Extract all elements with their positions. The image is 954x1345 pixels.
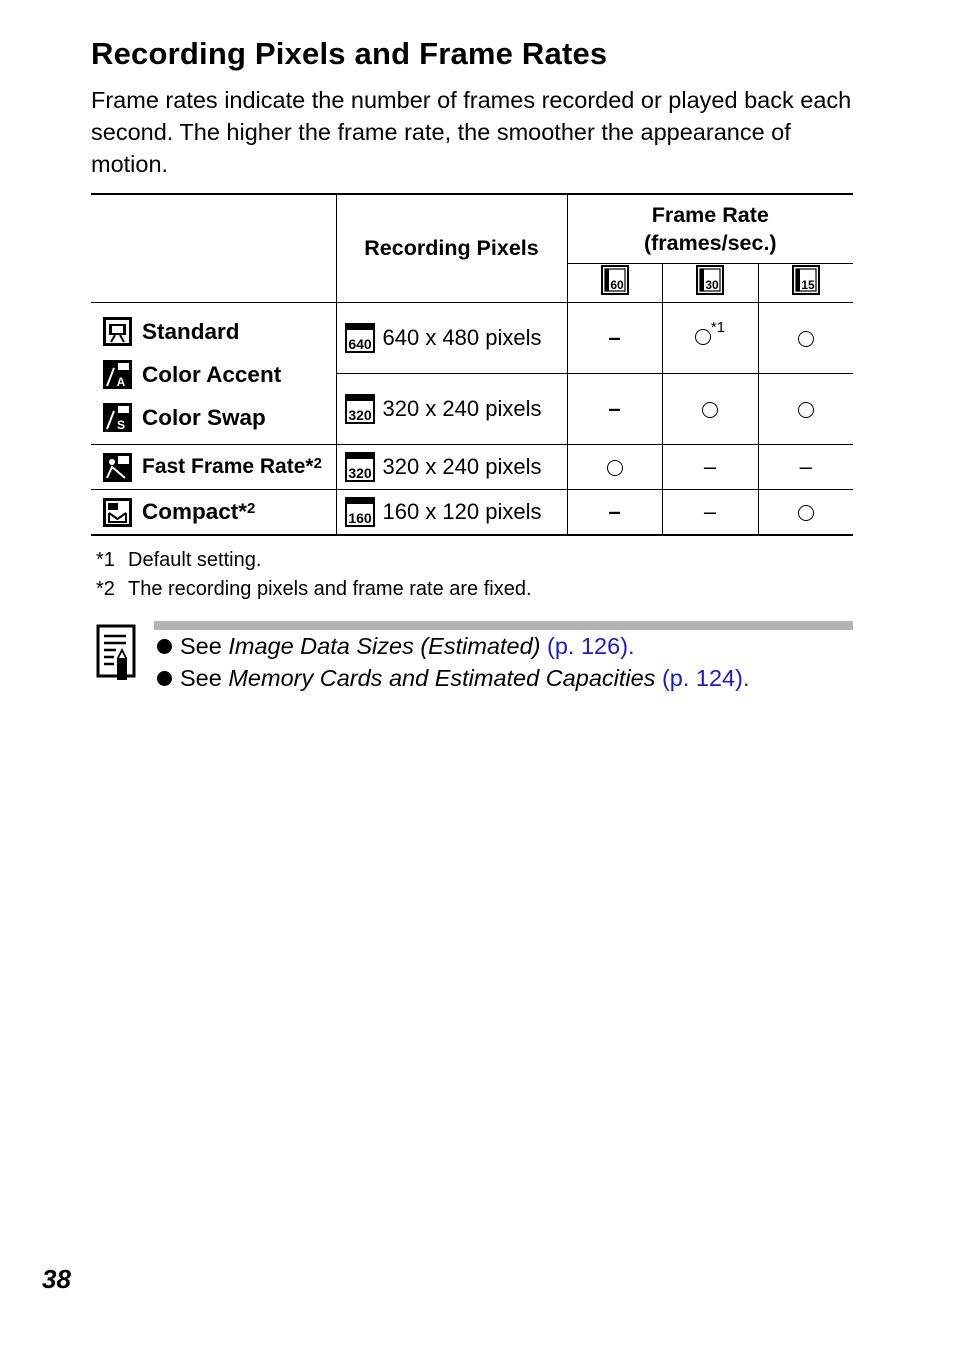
table-row: [91, 445, 853, 490]
footnote: [96, 546, 532, 575]
header-recording-pixels: Recording Pixels: [336, 194, 567, 303]
mode-group-cell: [91, 303, 336, 445]
movie-standard-icon: [103, 317, 132, 346]
page-link-126[interactable]: (p. 126): [547, 633, 629, 659]
footnote-text: The recording pixels and frame rate are fixed.: [128, 578, 532, 600]
mark-cell: [567, 445, 662, 490]
note-item: [154, 630, 750, 662]
mode-color-accent: [91, 353, 336, 396]
pixels-label: 640 x 480 pixels: [382, 325, 542, 350]
page-number: 38: [42, 1264, 71, 1294]
compact-icon: [103, 498, 132, 527]
color-accent-icon-letter: A: [116, 375, 126, 389]
pixels-label: 320 x 240 pixels: [382, 454, 542, 479]
mark-cell: [662, 490, 758, 536]
size-320-icon: [345, 452, 375, 482]
mark-cell: [758, 445, 853, 490]
note-divider-bar: [154, 621, 853, 630]
mode-compact-cell: [91, 490, 336, 536]
frame-rate-15-icon: [792, 265, 820, 295]
mode-standard-label: Standard: [142, 318, 240, 344]
pixels-cell-640: [336, 303, 567, 374]
pixels-cell-320: [336, 374, 567, 445]
circle-mark: [798, 331, 814, 347]
default-setting-note: *1: [710, 319, 726, 336]
circle-mark: [798, 505, 814, 521]
frame-rate-60-head: [567, 264, 662, 303]
footnote: [96, 575, 532, 604]
fast-frame-rate-note: 2: [313, 454, 322, 472]
mark-cell: [567, 374, 662, 445]
intro-paragraph: Frame rates indicate the number of frames recorded or played back each second. The higher the frame rate, the smoother the appearance of motion.: [91, 87, 852, 177]
footnote-key: *1: [96, 549, 115, 571]
size-640-label: 640: [347, 336, 372, 352]
memo-pencil-icon: [96, 624, 138, 682]
frame-rate-30-label: 30: [705, 278, 719, 292]
note-prefix: See: [180, 665, 229, 691]
mode-color-swap: [91, 396, 336, 439]
mark-cell: [758, 490, 853, 536]
note-suffix: .: [628, 633, 635, 659]
circle-mark: [695, 329, 711, 345]
dash-mark: –: [703, 454, 717, 479]
mode-fast-frame-rate-label: Fast Frame Rate*: [142, 455, 314, 478]
size-320-icon: [345, 394, 375, 424]
compact-note: 2: [247, 499, 256, 517]
pixels-cell-160: [336, 490, 567, 536]
color-accent-icon: [103, 360, 132, 389]
size-640-icon: [345, 323, 375, 353]
mode-color-swap-label: Color Swap: [142, 404, 266, 430]
page-title: Recording Pixels and Frame Rates: [91, 36, 608, 71]
size-160-label: 160: [347, 510, 372, 526]
mode-fast-frame-rate-cell: [91, 445, 336, 490]
header-frame-rate: [567, 194, 853, 264]
mode-fast-frame-rate: [91, 445, 336, 489]
mode-compact: [91, 490, 336, 534]
mark-cell: [662, 374, 758, 445]
footnote-key: *2: [96, 578, 115, 600]
page-link-124[interactable]: (p. 124): [661, 665, 743, 691]
note-title: Memory Cards and Estimated Capacities: [228, 665, 656, 691]
circle-mark: [798, 402, 814, 418]
mark-cell: [662, 303, 758, 374]
frame-rate-60-label: 60: [609, 278, 624, 292]
see-also-notes: [154, 630, 750, 694]
dash-mark: –: [608, 499, 621, 524]
bullet-icon: [157, 671, 172, 686]
frame-rate-30-head: [662, 264, 758, 303]
mode-compact-label: Compact*: [142, 499, 248, 524]
mark-cell: [567, 303, 662, 374]
bullet-icon: [157, 639, 172, 654]
mark-cell: [758, 303, 853, 374]
size-160-icon: [345, 497, 375, 527]
table-row: [91, 303, 853, 374]
size-320-label: 320: [347, 465, 372, 481]
circle-mark: [702, 402, 718, 418]
recording-pixels-table: [91, 193, 853, 536]
dash-mark: –: [799, 454, 812, 479]
mark-cell: [662, 445, 758, 490]
fast-frame-rate-icon: [103, 453, 132, 482]
frame-rate-60-icon: [601, 265, 629, 295]
pixels-cell-320: [336, 445, 567, 490]
table-corner-cell: [91, 194, 336, 303]
size-320-label: 320: [347, 407, 372, 423]
header-frame-rate-line1: Frame Rate: [651, 203, 769, 227]
mark-cell: [758, 374, 853, 445]
color-swap-icon-letter: S: [116, 418, 126, 432]
note-item: [154, 662, 750, 694]
note-prefix: See: [180, 633, 229, 659]
dash-mark: –: [608, 396, 621, 421]
mode-standard: [91, 310, 336, 353]
color-swap-icon: [103, 403, 132, 432]
frame-rate-30-icon: [696, 265, 724, 295]
frame-rate-15-label: 15: [801, 278, 815, 292]
footnote-text: Default setting.: [128, 549, 262, 571]
note-title: Image Data Sizes (Estimated): [228, 633, 541, 659]
dash-mark: –: [608, 325, 621, 350]
note-suffix: .: [742, 665, 750, 691]
mode-color-accent-label: Color Accent: [142, 361, 282, 387]
mark-cell: [567, 490, 662, 536]
frame-rate-15-head: [758, 264, 853, 303]
footnotes: [96, 546, 532, 604]
dash-mark: –: [703, 499, 717, 524]
pixels-label: 160 x 120 pixels: [382, 499, 542, 524]
pixels-label: 320 x 240 pixels: [382, 396, 542, 421]
header-frame-rate-line2: (frames/sec.): [643, 231, 777, 255]
table-row: [91, 490, 853, 536]
circle-mark: [607, 460, 623, 476]
